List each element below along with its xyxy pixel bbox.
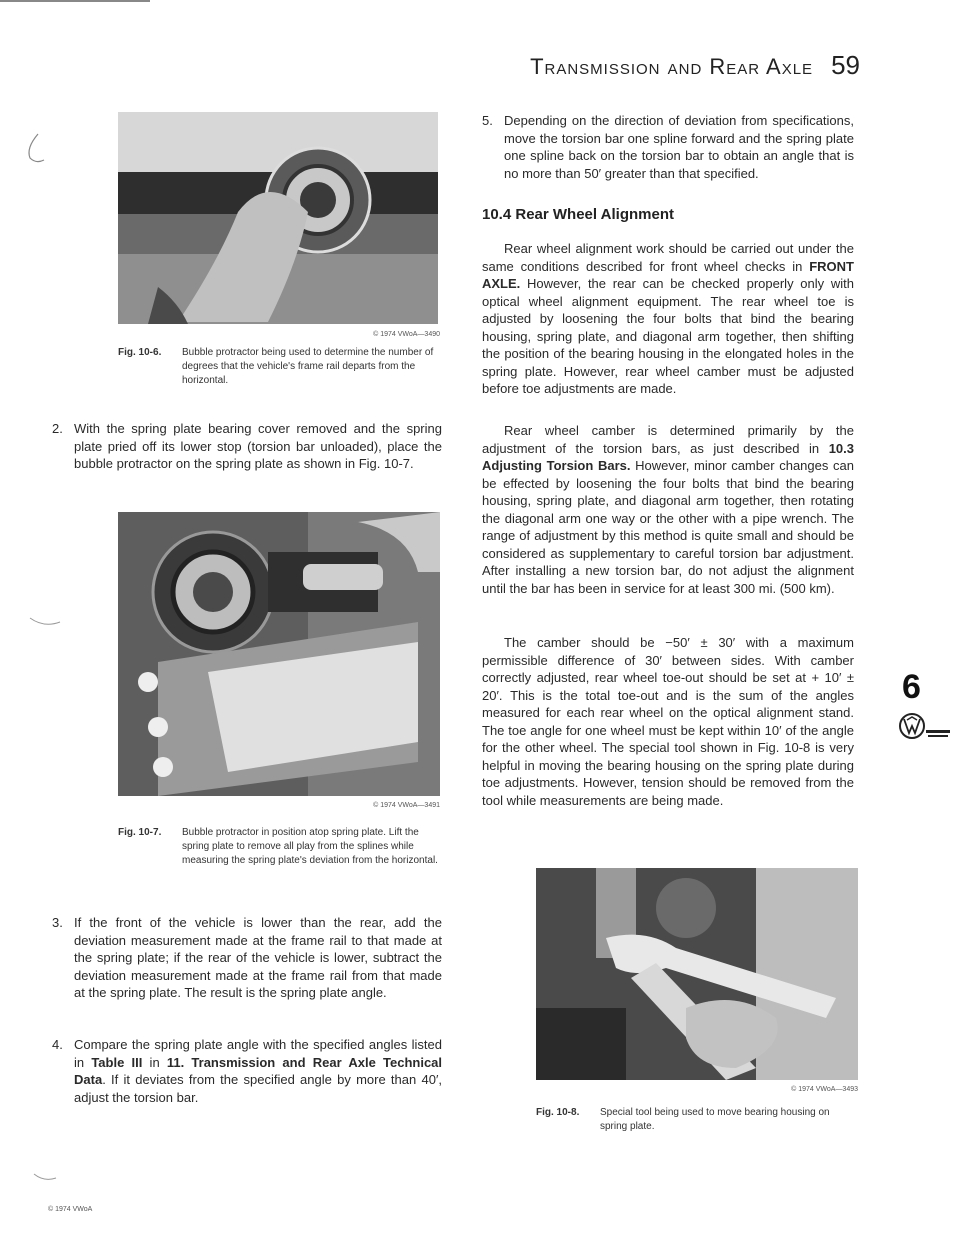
margin-tick-mark: [26, 612, 66, 632]
figure-label: Fig. 10-8.: [536, 1107, 580, 1118]
vw-logo-icon: [898, 712, 952, 740]
page-number: 59: [831, 50, 860, 80]
figure-caption: [118, 346, 440, 388]
paragraph-alignment-intro: [482, 240, 854, 398]
step-3: [52, 914, 442, 1002]
step-2: [52, 420, 442, 473]
footer-copyright: © 1974 VWoA: [48, 1206, 93, 1213]
step-number: 4.: [52, 1037, 63, 1052]
paragraph-text-part: Rear wheel camber is determined primarily by the adjustment of the torsion bars, as just described in: [482, 423, 854, 456]
paragraph-camber: [482, 422, 854, 597]
table-reference: Table III: [91, 1054, 143, 1070]
step-number: 3.: [52, 915, 63, 930]
figure-caption-text: Special tool being used to move bearing housing on spring plate.: [600, 1107, 830, 1132]
chapter-title: Transmission and Rear Axle: [530, 54, 814, 79]
top-rule: [0, 0, 150, 2]
page-header: [420, 50, 860, 81]
step-text-part: in: [142, 1054, 167, 1070]
section-reference: 10.3 Adjusting Torsion Bars.: [482, 440, 854, 473]
figure-label: Fig. 10-7.: [118, 827, 162, 838]
step-text: Depending on the direction of deviation from specifications, move the torsion bar one spline forward and the spring plate one spline back on the torsion bar to obtain an angle that is no more than 50′ greater than that specified.: [504, 113, 854, 181]
step-text: [74, 1036, 442, 1106]
chapter-tab-number: 6: [902, 668, 921, 706]
step-4: [52, 1036, 442, 1106]
step-text-part: Compare the spring plate angle with the specified angles listed in: [74, 1037, 442, 1070]
step-number: 2.: [52, 421, 63, 436]
figure-caption: [536, 1106, 858, 1134]
figure-caption-text: Bubble protractor being used to determine the number of degrees that the vehicle's frame rail departs from the horizontal.: [182, 347, 434, 386]
paragraph-text-part: However, the rear can be checked properly only with optical wheel alignment equipment. The rear wheel toe is adjusted by loosening the four bolts that bind the bearing housing, spring plate, and diagonal arm together, then shifting the position of the bearing housing in the elongated holes in the spring plate. However, rear wheel camber must be adjusted before toe adjustments are made.: [482, 276, 854, 396]
step-text-part: . If it deviates from the specified angle by more than 40′, adjust the torsion bar.: [74, 1072, 442, 1105]
photo-bubble-protractor-spring-plate: [118, 512, 440, 796]
step-number: 5.: [482, 113, 493, 128]
figure-caption: [118, 826, 440, 868]
step-text: With the spring plate bearing cover removed and the spring plate pried off its lower stop (torsion bar unloaded), place the bubble protractor on the spring plate as shown in Fig. 10-7.: [74, 421, 442, 471]
margin-bracket-mark: [16, 128, 46, 168]
section-heading: 10.4 Rear Wheel Alignment: [482, 206, 674, 223]
photo-special-tool-bearing-housing: [536, 868, 858, 1080]
figure-credit: © 1974 VWoA—3490: [373, 331, 440, 338]
paragraph-text-part: Rear wheel alignment work should be carried out under the same conditions described for front wheel checks in: [482, 241, 854, 274]
paragraph-text-part: However, minor camber changes can be effected by loosening the four bolts that bind the bearing housing, spring plate, and diagonal arm together, then rotating the diagonal arm one way or the other with a pipe wrench. The range of adjustment by this method is quite small and should be considered as supplementary to careful torsion bar adjustment. After installing a new torsion bar, do not adjust the alignment until the bar has been in service for at least 300 mi. (500 km).: [482, 458, 854, 596]
margin-tick-mark-lower: [30, 1170, 60, 1186]
photo-bubble-protractor-frame-rail: [118, 112, 438, 324]
figure-credit: © 1974 VWoA—3493: [791, 1086, 858, 1093]
figure-caption-text: Bubble protractor in position atop spring plate. Lift the spring plate to remove all play from the splines while measuring the spring plate's deviation from the horizontal.: [182, 827, 438, 866]
section-reference: 11. Transmission and Rear Axle Technical Data: [74, 1054, 443, 1087]
figure-label: Fig. 10-6.: [118, 347, 162, 358]
step-5: [482, 112, 854, 182]
paragraph-camber-spec: The camber should be −50′ ± 30′ with a maximum permissible difference of 30′ between sides. With camber correctly adjusted, rear wheel toe-out should be set at + 10′ ± 20′. This is the total toe-out and is the sum of the angles measured for each rear wheel on the optical alignment stand. The toe angle for one wheel must be kept within 10′ of the angle for the other wheel. The special tool shown in Fig. 10-8 is very helpful in moving the bearing housing on the spring plate during toe adjustments. However, tension should be removed from the tool while measurements are being made.: [482, 635, 854, 808]
step-text: If the front of the vehicle is lower than the rear, add the deviation measurement made at the frame rail to that made at the spring plate; if the rear of the vehicle is lower, subtract the deviation measurement made at the frame rail from that made at the spring plate. The result is the spring plate angle.: [74, 915, 442, 1000]
chapter-reference: FRONT AXLE.: [482, 258, 854, 291]
figure-credit: © 1974 VWoA—3491: [373, 802, 440, 809]
